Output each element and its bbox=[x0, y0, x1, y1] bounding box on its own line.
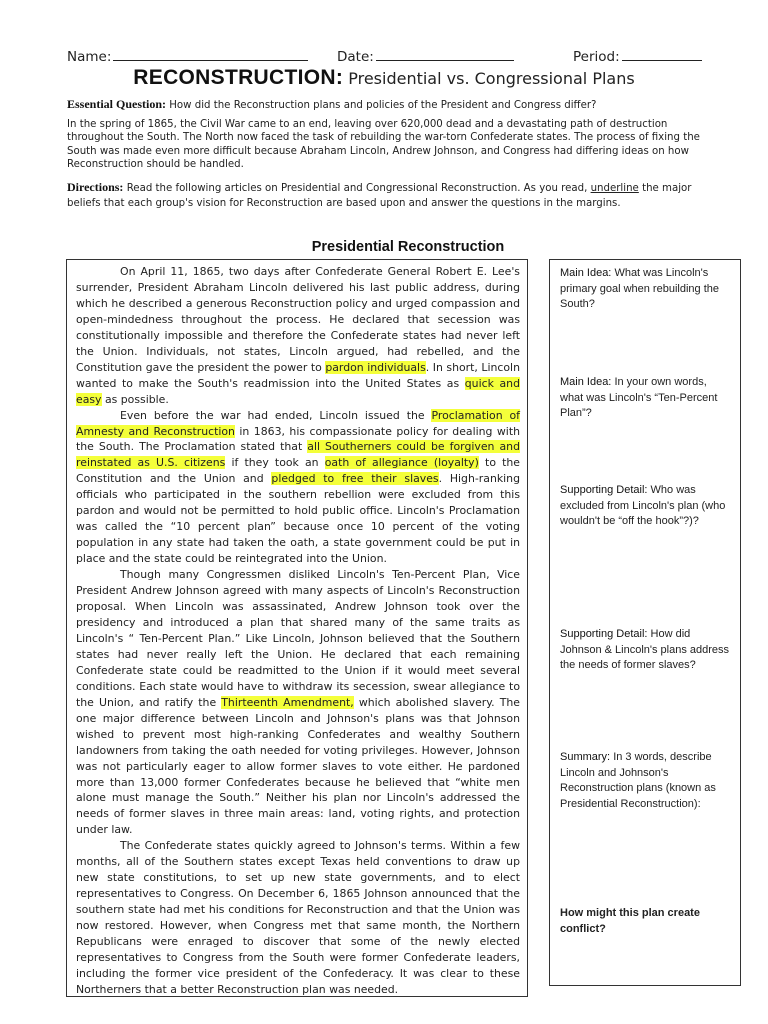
note-label: Supporting Detail: bbox=[560, 484, 648, 496]
section-title: Presidential Reconstruction bbox=[311, 239, 505, 255]
note-text: In your own words, what was Lincoln's “Ten-Percent Plan”? bbox=[560, 376, 718, 420]
article-text-segment: if they took an bbox=[225, 456, 325, 470]
note-label: Main Idea: bbox=[560, 376, 612, 388]
name-blank[interactable] bbox=[113, 47, 308, 61]
article-paragraph bbox=[76, 838, 520, 998]
article-paragraph bbox=[76, 567, 520, 838]
period-blank[interactable] bbox=[622, 47, 702, 61]
article-text-segment: as possible. bbox=[101, 392, 169, 406]
note-main-idea-1 bbox=[560, 266, 732, 313]
highlighted-phrase: oath of allegiance (loyalty) bbox=[324, 456, 479, 470]
worksheet-title bbox=[0, 66, 768, 90]
article-text-segment: to the Constitution and the Union and bbox=[76, 456, 521, 486]
note-summary bbox=[560, 750, 732, 812]
article-text-segment: . High-ranking officials who participated in the southern rebellion were excluded from this pardon and would not be permitted to hold public office. Lincoln's Proclamation was called the “10 percent plan” because once 10 percent of the voting population in any state had taken the oath, a state government could be put in place and the state could be reintegrated into the Union. bbox=[76, 472, 520, 566]
title-sub: Presidential vs. Congressional Plans bbox=[348, 69, 635, 88]
directions-label: Directions: bbox=[67, 180, 124, 194]
highlighted-phrase: Thirteenth Amendment, bbox=[221, 695, 354, 709]
article-text-segment: in 1863, his compassionate policy for dealing with the South. The Proclamation stated that bbox=[76, 424, 520, 454]
intro-paragraph: In the spring of 1865, the Civil War came to an end, leaving over 620,000 dead and a devastating path of destruction throughout the South. The North now faced the task of rebuilding the war-torn Confederate states. The process of fixing the South was made even more difficult because Abraham Lincoln, Andrew Johnson, and Congress had differing ideas on how Reconstruction should be handled. bbox=[67, 119, 700, 171]
note-main-idea-2 bbox=[560, 375, 732, 422]
article-paragraph bbox=[76, 408, 520, 568]
directions bbox=[67, 180, 707, 211]
title-main: RECONSTRUCTION: bbox=[133, 66, 344, 89]
essential-question-label: Essential Question: bbox=[67, 97, 167, 111]
directions-text-before: Read the following articles on Presidential and Congressional Reconstruction. As you read, bbox=[126, 183, 588, 194]
article-paragraph bbox=[76, 264, 520, 408]
note-supporting-detail-2 bbox=[560, 627, 732, 674]
note-label: Main Idea: bbox=[560, 267, 612, 279]
period-field[interactable] bbox=[573, 47, 702, 65]
essential-question bbox=[67, 98, 707, 112]
note-conflict-question: How might this plan create conflict? bbox=[560, 907, 700, 935]
period-label: Period: bbox=[573, 49, 620, 65]
note-supporting-detail-1 bbox=[560, 483, 732, 530]
essential-question-text: How did the Reconstruction plans and policies of the President and Congress differ? bbox=[169, 100, 597, 111]
article-text bbox=[76, 264, 520, 998]
date-label: Date: bbox=[337, 49, 374, 65]
highlighted-phrase: all Southerners could be forgiven and reinstated as U.S. citizens bbox=[76, 440, 520, 470]
note-label: Supporting Detail: bbox=[560, 628, 648, 640]
article-text-segment: The Confederate states quickly agreed to Johnson's terms. Within a few months, all of the Southern states except Texas held conventions to draw up new state constitutions, to set up new state governments, and to elect representatives to Congress. On December 6, 1865 Johnson announced that the southern state had met his conditions for Reconstruction and that the Union was now restored. However, when Congress met that same month, the Northern Republicans were enraged to discover that some of the newly elected representatives to Congress from the South were former Confederate leaders, including the former vice president of the Confederacy. It was clear to these Northerners that a better Reconstruction plan was needed. bbox=[76, 839, 520, 996]
name-field[interactable] bbox=[67, 47, 308, 65]
note-label: Summary: bbox=[560, 751, 611, 763]
article-text-segment: Even before the war had ended, Lincoln issued the bbox=[120, 408, 432, 422]
highlighted-phrase: pardon individuals bbox=[325, 360, 426, 374]
note-text: In 3 words, describe Lincoln and Johnson's Reconstruction plans (known as Presidential Reconstruction): bbox=[560, 751, 716, 810]
date-field[interactable] bbox=[337, 47, 514, 65]
article-text-segment: which abolished slavery. The one major difference between Lincoln and Johnson's plans was that Johnson wished to prevent most high-ranking Confederates and wealthy Southern landowners from taking the oath needed for voting privileges. However, Johnson was not particularly eager to allow former slaves to vote either. He pardoned more than 13,000 former Confederates because he believed that “white men alone must manage the South.” Neither his plan nor Lincoln's addressed the needs of former slaves in three main areas: land, voting rights, and protection under law. bbox=[76, 695, 520, 837]
article-text-segment: . In short, Lincoln wanted to make the South's readmission into the United States as bbox=[76, 360, 520, 390]
article-text-segment: On April 11, 1865, two days after Confederate General Robert E. Lee's surrender, President Abraham Lincoln delivered his last public address, during which he described a generous Reconstruction policy and urged compassion and open-mindedness throughout the process. He declared that secession was constitutionally impossible and therefore the Confederate states had never left the Union. Individuals, not states, Lincoln argued, had rebelled, and the Constitution gave the president the power to bbox=[76, 265, 520, 374]
date-blank[interactable] bbox=[376, 47, 514, 61]
name-label: Name: bbox=[67, 49, 112, 65]
directions-underlined: underline bbox=[590, 183, 639, 194]
highlighted-phrase: Proclamation of Amnesty and Reconstruction bbox=[76, 408, 520, 438]
article-text-segment: Though many Congressmen disliked Lincoln's Ten-Percent Plan, Vice President Andrew Johnson agreed with many aspects of Lincoln's Reconstruction proposal. When Lincoln was assassinated, Andrew Johnson took over the presidency and introduced a plan that shared many of the same traits as Lincoln's “ Ten-Percent Plan.” Like Lincoln, Johnson believed that the Southern states had never really left the Union. He declared that each remaining Confederate state could be readmitted to the Union if it would meet several conditions. Each state would have to withdraw its secession, swear allegiance to the Union, and ratify the bbox=[76, 568, 520, 709]
note-text: How did Johnson & Lincoln's plans address the needs of former slaves? bbox=[560, 628, 730, 672]
highlighted-phrase: quick and easy bbox=[76, 376, 521, 406]
note-text: Who was excluded from Lincoln's plan (who wouldn't be “off the hook”?)? bbox=[560, 484, 726, 528]
directions-text-after: the major beliefs that each group's vision for Reconstruction are based upon and answer the questions in the margins. bbox=[67, 183, 692, 209]
highlighted-phrase: pledged to free their slaves bbox=[271, 472, 439, 486]
note-text: What was Lincoln's primary goal when rebuilding the South? bbox=[560, 267, 719, 311]
margin-questions-box bbox=[549, 259, 741, 986]
